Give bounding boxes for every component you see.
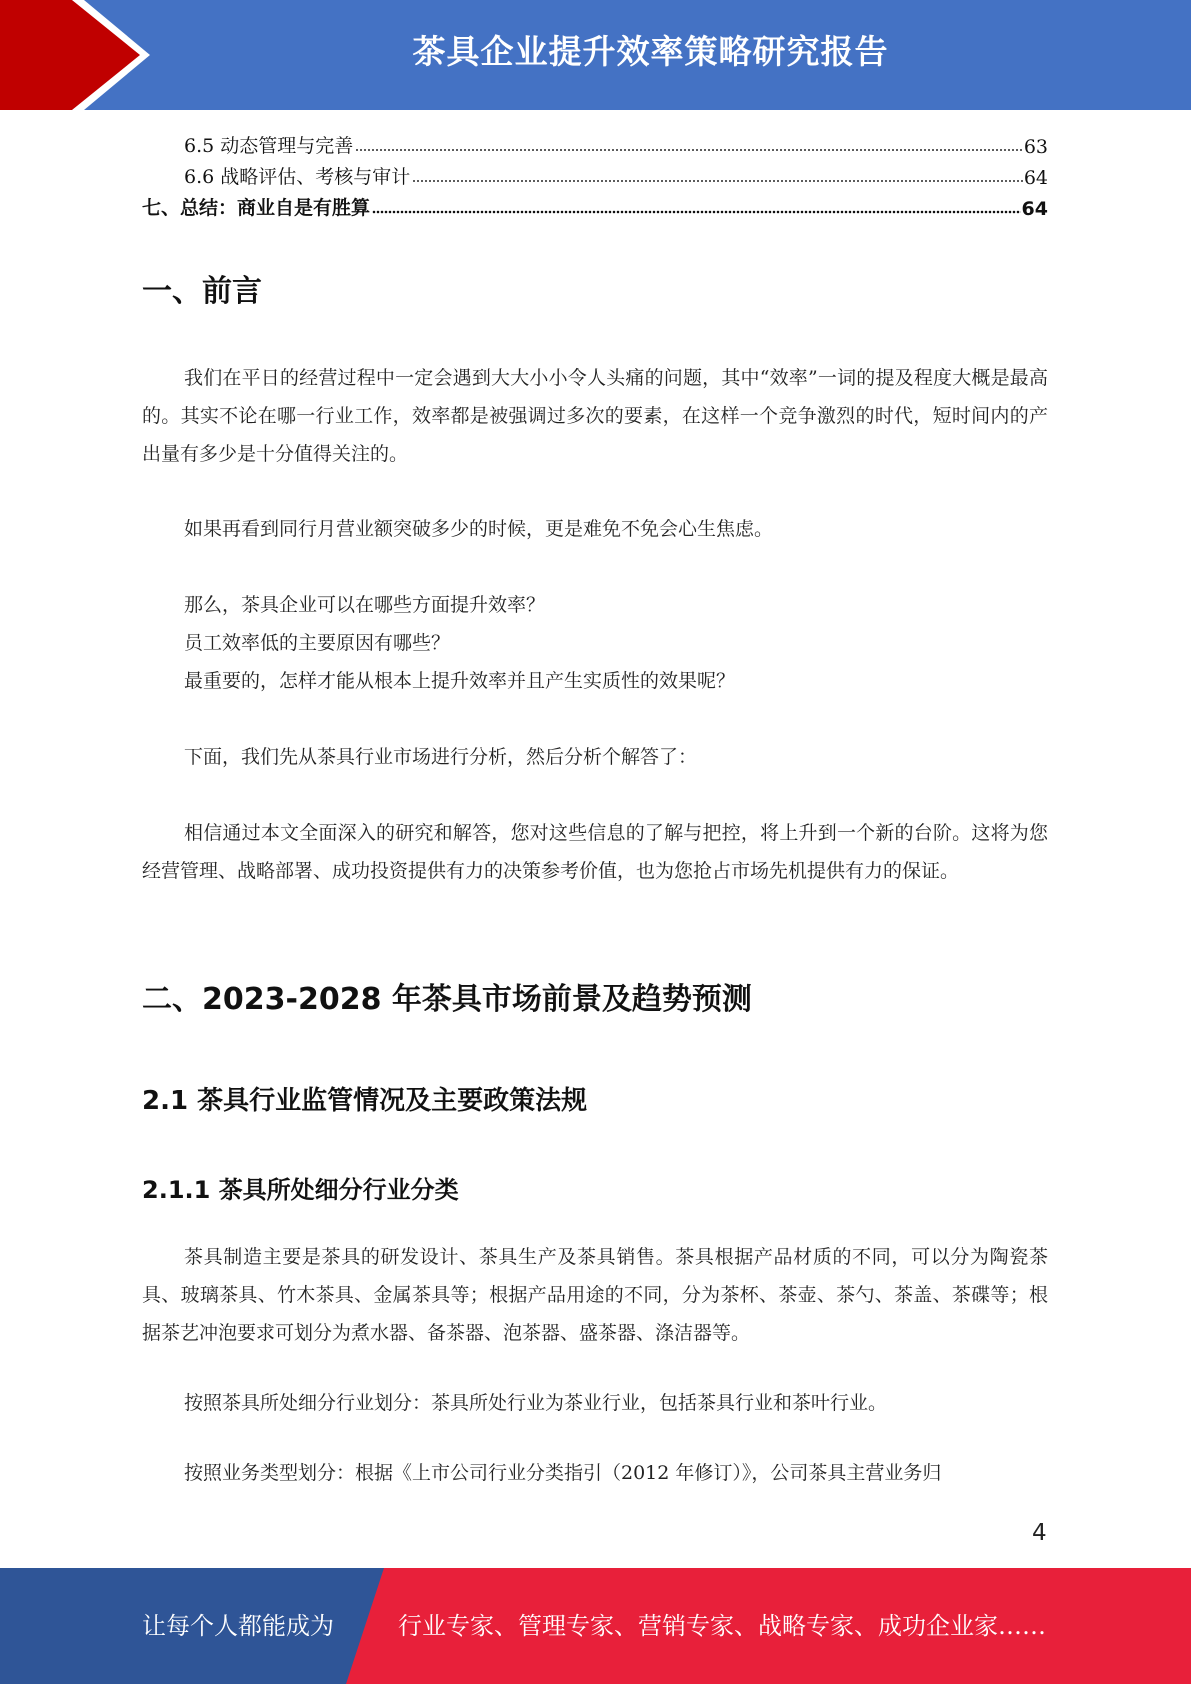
footer-slogan-left: 让每个人都能成为: [142, 1612, 334, 1640]
toc-entry-page: 63: [1023, 136, 1048, 158]
toc-entry-6-6[interactable]: [142, 159, 1048, 189]
subsection-heading-classification: 2.1.1 茶具所处细分行业分类: [142, 1176, 459, 1204]
toc-entry-label: 七、总结：商业自是有胜算: [142, 197, 371, 219]
footer-slogan-right: 行业专家、管理专家、营销专家、战略专家、成功企业家……: [398, 1612, 1046, 1640]
paragraph: 相信通过本文全面深入的研究和解答，您对这些信息的了解与把控，将上升到一个新的台阶。这将为您经营管理、战略部署、成功投资提供有力的决策参考价值，也为您抢占市场先机提供有力的保证。: [142, 822, 1048, 882]
toc-entry-page: 64: [1023, 167, 1048, 189]
toc-leader-dots: [412, 178, 1023, 184]
question-line: 那么，茶具企业可以在哪些方面提升效率？: [184, 594, 546, 616]
toc-entry-7[interactable]: [142, 190, 1048, 220]
paragraph: 下面，我们先从茶具行业市场进行分析，然后分析个解答了：: [184, 746, 698, 768]
paragraph: 按照业务类型划分：根据《上市公司行业分类指引（2012 年修订）》，公司茶具主营业务归: [184, 1462, 942, 1484]
subsection-heading-regulation: 2.1 茶具行业监管情况及主要政策法规: [142, 1086, 588, 1116]
toc-entry-page: 64: [1021, 198, 1048, 220]
toc-leader-dots: [372, 209, 1021, 215]
section-heading-market-forecast: 二、2023-2028 年茶具市场前景及趋势预测: [142, 982, 752, 1017]
paragraph: 茶具制造主要是茶具的研发设计、茶具生产及茶具销售。茶具根据产品材质的不同，可以分为陶瓷茶具、玻璃茶具、竹木茶具、金属茶具等；根据产品用途的不同，分为茶杯、茶壶、茶勺、茶盖、茶碟等；根据茶艺冲泡要求可划分为煮水器、备茶器、泡茶器、盛茶器、涤洁器等。: [142, 1246, 1048, 1344]
paragraph: 我们在平日的经营过程中一定会遇到大大小小令人头痛的问题，其中“效率”一词的提及程度大概是最高的。其实不论在哪一行业工作，效率都是被强调过多次的要素，在这样一个竞争激烈的时代，短时间内的产出量有多少是十分值得关注的。: [142, 367, 1048, 465]
chevron-arrow-icon: [0, 0, 150, 110]
toc-entry-label: 6.6 战略评估、考核与审计: [184, 166, 411, 188]
toc-entry-6-5[interactable]: [142, 128, 1048, 158]
paragraph: 如果再看到同行月营业额突破多少的时候，更是难免不免会心生焦虑。: [184, 518, 774, 540]
page-number: 4: [1032, 1520, 1047, 1546]
footer-banner: [0, 1568, 1191, 1684]
section-heading-preface: 一、前言: [142, 274, 262, 309]
report-title: 茶具企业提升效率策略研究报告: [412, 32, 889, 71]
paragraph: 按照茶具所处细分行业划分：茶具所处行业为茶业行业，包括茶具行业和茶叶行业。: [184, 1392, 888, 1414]
question-line: 员工效率低的主要原因有哪些？: [184, 632, 451, 654]
toc-leader-dots: [355, 147, 1023, 153]
header-banner: [0, 0, 1191, 110]
toc-entry-label: 6.5 动态管理与完善: [184, 135, 354, 157]
question-line: 最重要的，怎样才能从根本上提升效率并且产生实质性的效果呢？: [184, 670, 736, 692]
